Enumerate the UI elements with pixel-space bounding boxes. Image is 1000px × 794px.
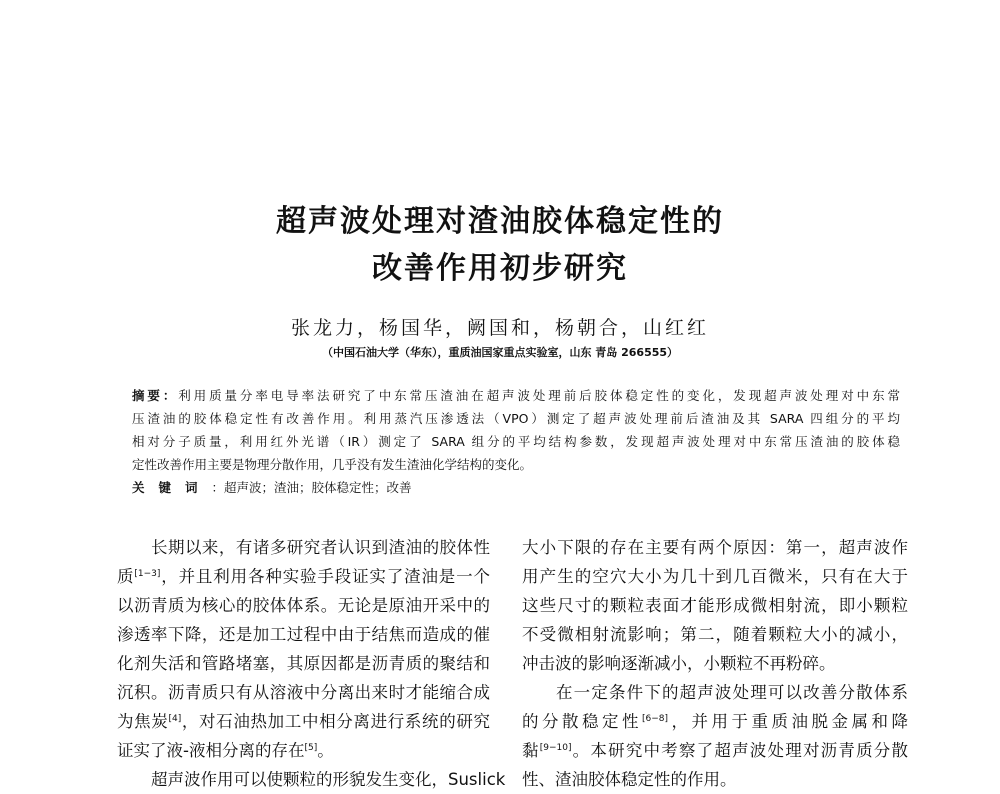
citation: [4] [168, 714, 182, 724]
text: 冲击波的影响逐渐减小，小颗粒不再粉碎。 [522, 654, 836, 673]
text: 不受微相射流影响；第二，随着颗粒大小的减小， [522, 625, 908, 644]
text-line [117, 707, 490, 736]
text-line [117, 562, 490, 591]
affiliation: （中国石油大学（华东），重质油国家重点实验室，山东 青岛 266555） [321, 346, 679, 359]
text-line [117, 533, 490, 562]
text-line [522, 736, 908, 765]
text: 质 [117, 567, 135, 586]
text: ，并用于重质油脱金属和降 [668, 712, 909, 731]
text-line [117, 736, 490, 765]
text-line [522, 620, 908, 649]
text-line [522, 533, 908, 562]
text-line [522, 591, 908, 620]
text-line [522, 707, 908, 736]
text-line [117, 649, 490, 678]
text-line [522, 765, 908, 794]
abstract-line: 压渣油的胶体稳定性有改善作用。利用蒸汽压渗透法（VPO）测定了超声波处理前后渣油及其 SARA 四组分的平均 [132, 411, 900, 426]
text-line [117, 620, 490, 649]
text: 证实了液-液相分离的存在 [117, 741, 305, 760]
text: 的分散稳定性 [522, 712, 642, 731]
citation: [5] [304, 743, 318, 753]
text: 在一定条件下的超声波处理可以改善分散体系 [556, 683, 908, 702]
citation: [9−10] [539, 743, 572, 753]
keywords-label: 关键词 [132, 480, 212, 495]
text: 长期以来，有诸多研究者认识到渣油的胶体性 [151, 538, 490, 557]
abstract-line: 利用质量分率电导率法研究了中东常压渣油在超声波处理前后胶体稳定性的变化，发现超声波处理对中东常 [178, 388, 900, 403]
text-line [117, 678, 490, 707]
text-line [117, 765, 506, 794]
body-right-column [522, 533, 908, 794]
keywords-text: ：超声波；渣油；胶体稳定性；改善 [211, 480, 412, 495]
authors: 张龙力，杨国华，阙国和，杨朝合，山红红 [290, 317, 709, 339]
text: ，对石油热加工中相分离进行系统的研究 [181, 712, 491, 731]
text: 用产生的空穴大小为几十到几百微米，只有在大于 [522, 567, 908, 586]
text: 大小下限的存在主要有两个原因：第一，超声波作 [522, 538, 908, 557]
text-line [522, 678, 908, 707]
text: 。 [317, 741, 334, 760]
abstract-label: 摘要： [132, 388, 179, 403]
text: ，并且利用各种实验手段证实了渣油是一个 [160, 567, 491, 586]
text: 这些尺寸的颗粒表面才能形成微相射流，即小颗粒 [522, 596, 908, 615]
text: 。本研究中考察了超声波处理对沥青质分散 [571, 741, 909, 760]
text-line [522, 562, 908, 591]
keywords [132, 476, 900, 499]
text: 以沥青质为核心的胶体体系。无论是原油开采中的 [117, 596, 490, 615]
text-line [522, 649, 908, 678]
text: 性、渣油胶体稳定性的作用。 [522, 770, 737, 789]
paper-title-line-1: 超声波处理对渣油胶体稳定性的 [276, 204, 724, 239]
text: 黏 [522, 741, 540, 760]
body-left-column [117, 533, 506, 794]
paper-title-line-2: 改善作用初步研究 [372, 251, 628, 286]
text: 渗透率下降，还是加工过程中由于结焦而造成的催 [117, 625, 490, 644]
abstract [132, 384, 900, 499]
abstract-line: 相对分子质量，利用红外光谱（IR）测定了 SARA 组分的平均结构参数，发现超声波处理对中东常压渣油的胶体稳 [132, 434, 900, 449]
text: 化剂失活和管路堵塞，其原因都是沥青质的聚结和 [117, 654, 490, 673]
citation: [6−8] [642, 714, 669, 724]
text: 沉积。沥青质只有从溶液中分离出来时才能缩合成 [117, 683, 490, 702]
text: 为焦炭 [117, 712, 169, 731]
text: 超声波作用可以使颗粒的形貌发生变化，Suslick [151, 770, 506, 789]
text-line [117, 591, 490, 620]
abstract-line: 定性改善作用主要是物理分散作用，几乎没有发生渣油化学结构的变化。 [132, 457, 533, 472]
citation: [1−3] [134, 569, 161, 579]
